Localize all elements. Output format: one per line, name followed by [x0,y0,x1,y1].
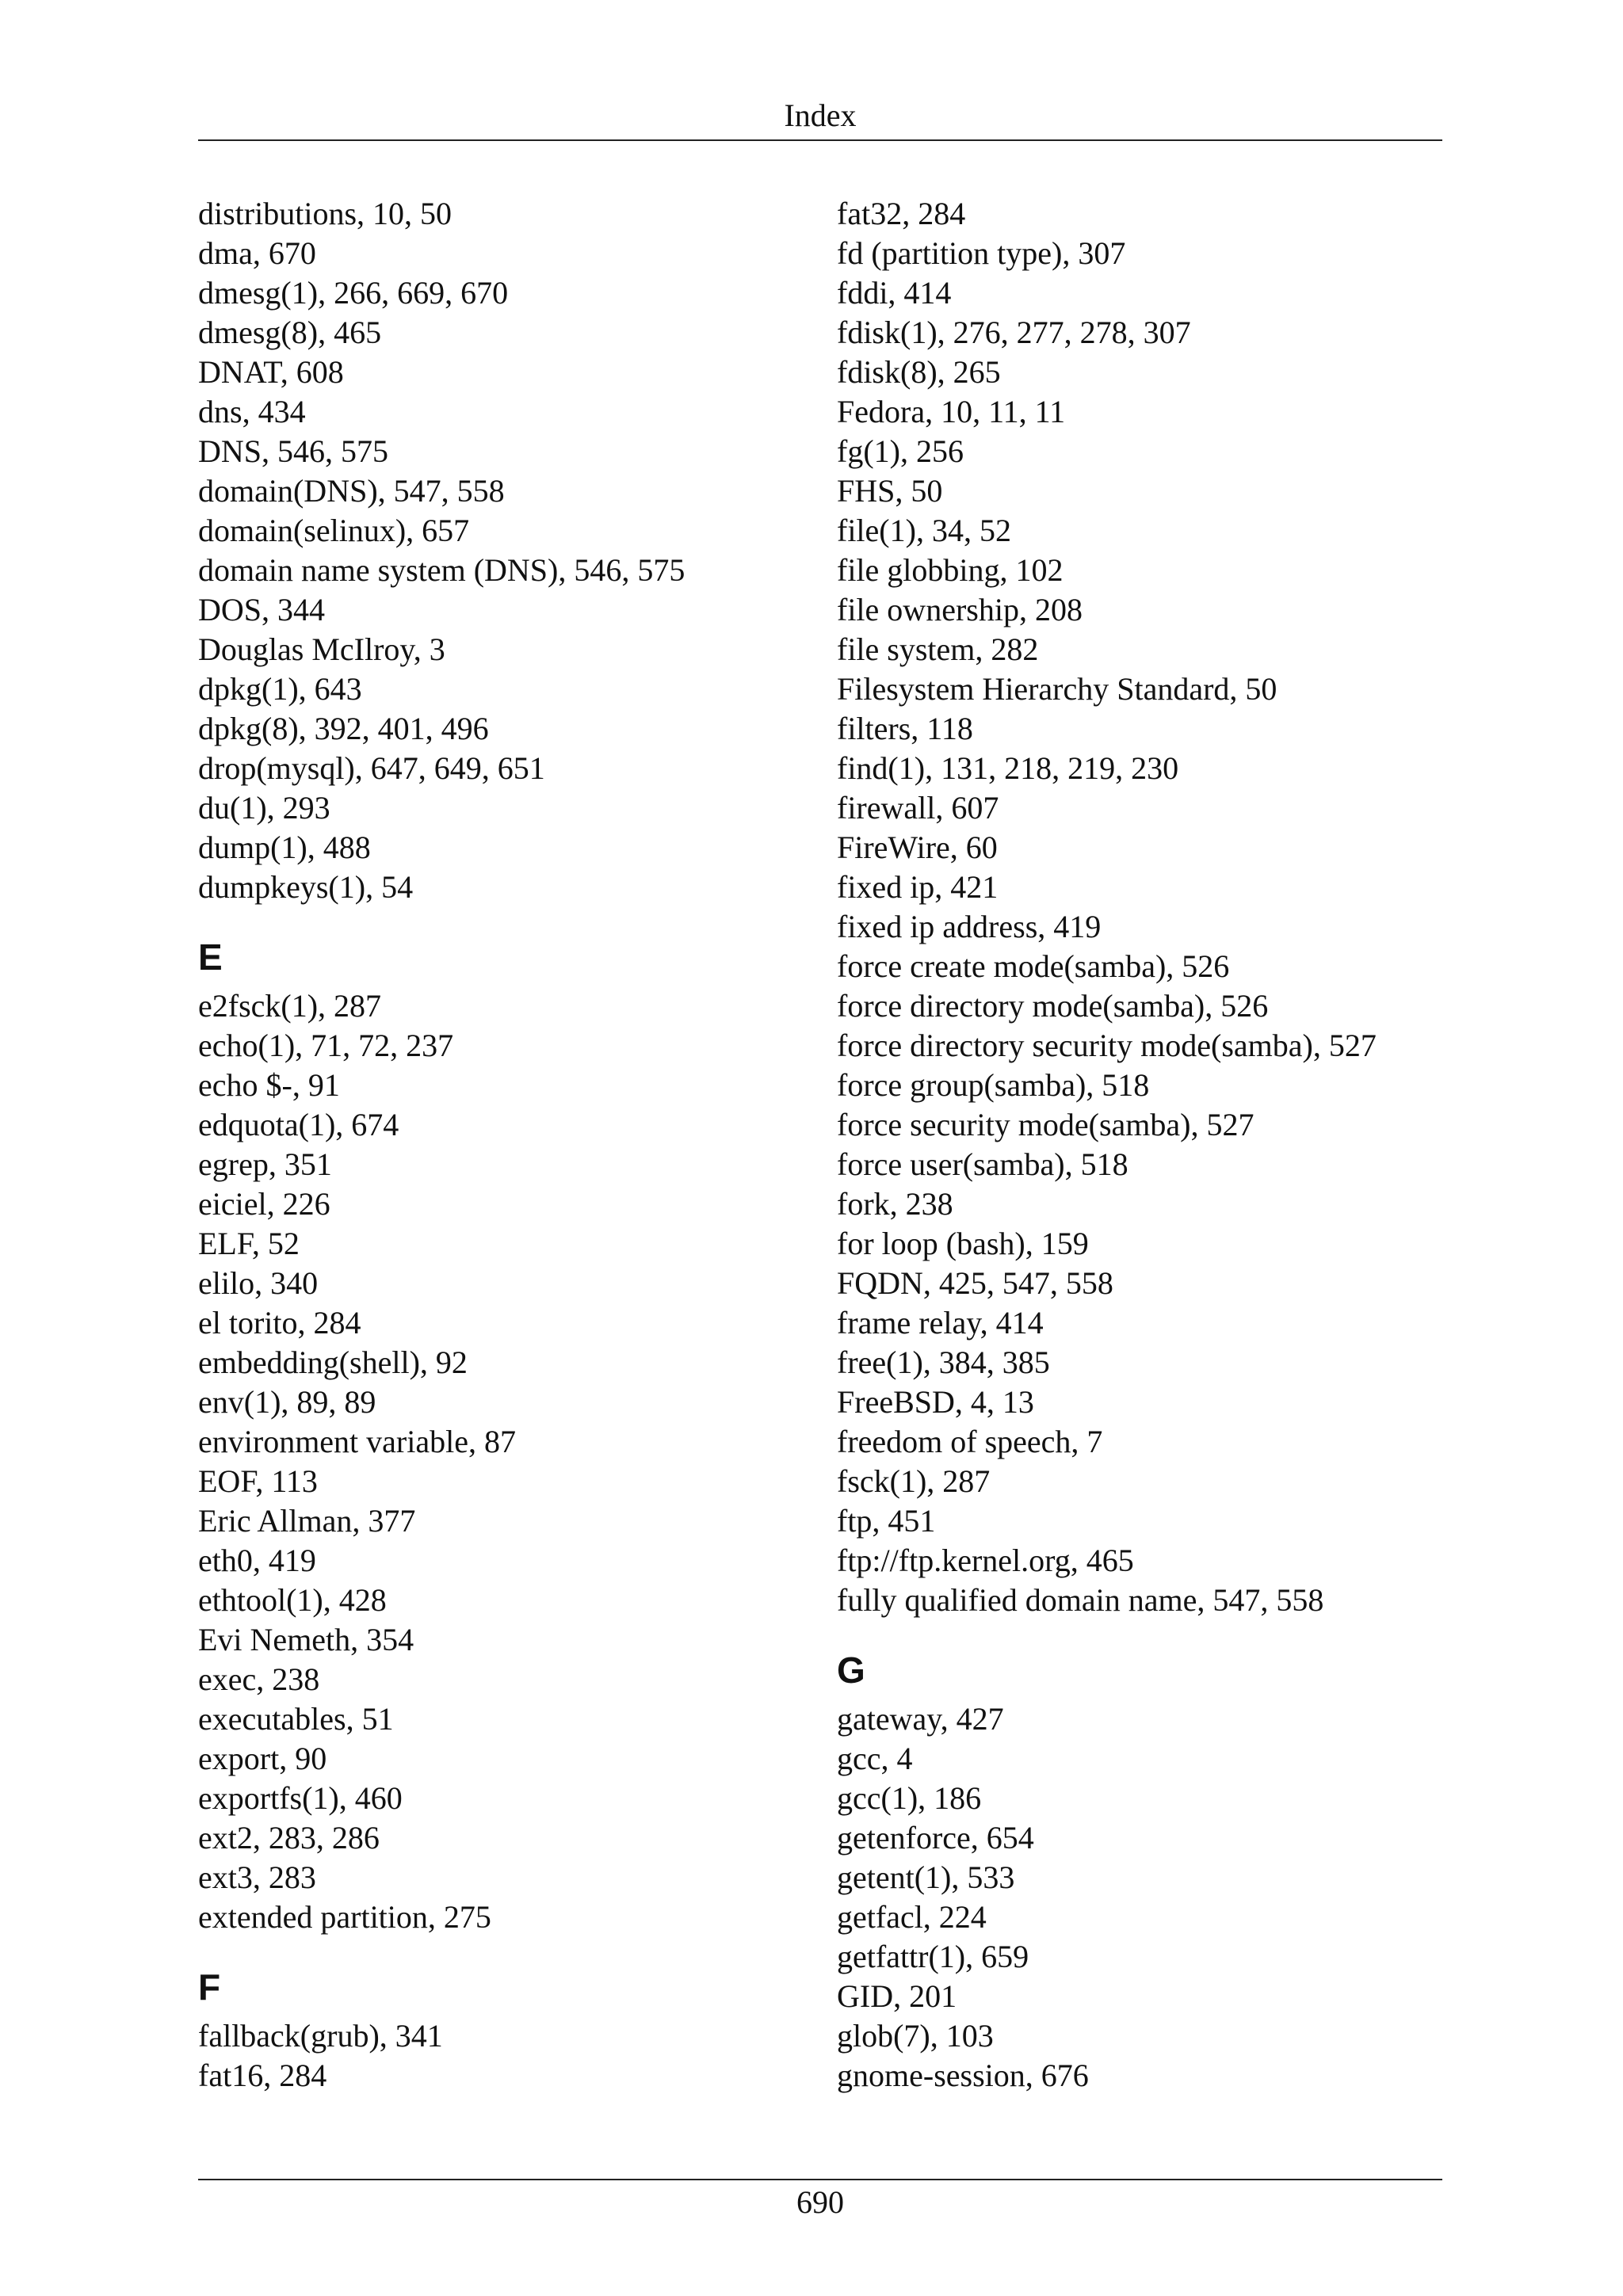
index-entry: domain(DNS), 547, 558 [198,473,505,509]
section-letter-heading: E [198,936,223,978]
section-letter-row [198,907,800,986]
index-entry: fat16, 284 [198,2058,327,2093]
index-entry: Filesystem Hierarchy Standard, 50 [837,671,1277,707]
page-number: 690 [796,2184,844,2220]
index-entry: force group(samba), 518 [837,1067,1150,1103]
index-entry: fully qualified domain name, 547, 558 [837,1582,1324,1618]
index-entry: getent(1), 533 [837,1859,1015,1895]
index-entry: ftp://ftp.kernel.org, 465 [837,1543,1134,1578]
index-entry: fork, 238 [837,1186,953,1222]
section-letter-row [837,1620,1455,1699]
index-entry: Douglas McIlroy, 3 [198,631,445,667]
index-entry: domain(selinux), 657 [198,513,470,548]
index-entry: gateway, 427 [837,1701,1004,1737]
index-entry: dumpkeys(1), 54 [198,869,414,905]
page-header: Index [784,97,857,133]
index-entry: free(1), 384, 385 [837,1344,1050,1380]
index-entry: exportfs(1), 460 [198,1780,403,1816]
index-entry: eiciel, 226 [198,1186,330,1222]
index-entry: fixed ip, 421 [837,869,999,905]
index-entry: FireWire, 60 [837,830,998,865]
index-entry: dpkg(8), 392, 401, 496 [198,711,489,746]
index-entry: fg(1), 256 [837,433,964,469]
section-letter-row [198,1937,800,2016]
index-entry: DNS, 546, 575 [198,433,389,469]
index-entry: egrep, 351 [198,1146,332,1182]
index-entry: force directory mode(samba), 526 [837,988,1269,1024]
index-entry: extended partition, 275 [198,1899,491,1935]
index-entry: dump(1), 488 [198,830,371,865]
index-entry: find(1), 131, 218, 219, 230 [837,750,1179,786]
index-entry: echo(1), 71, 72, 237 [198,1028,454,1063]
index-entry: Eric Allman, 377 [198,1503,416,1539]
index-entry: du(1), 293 [198,790,330,826]
index-entry: GID, 201 [837,1978,957,2014]
section-letter-heading: G [837,1650,865,1691]
index-entry: DNAT, 608 [198,354,344,390]
index-entry: env(1), 89, 89 [198,1384,376,1420]
index-entry: edquota(1), 674 [198,1107,399,1142]
index-entry: dns, 434 [198,394,306,429]
index-entry: file ownership, 208 [837,592,1083,627]
index-entry: force directory security mode(samba), 527 [837,1028,1377,1063]
index-entry: force security mode(samba), 527 [837,1107,1254,1142]
index-entry: embedding(shell), 92 [198,1344,468,1380]
index-entry: FQDN, 425, 547, 558 [837,1265,1113,1301]
index-entry: fdisk(8), 265 [837,354,1001,390]
index-entry: DOS, 344 [198,592,326,627]
index-entry: Evi Nemeth, 354 [198,1622,414,1657]
index-entry: FHS, 50 [837,473,943,509]
index-entry: firewall, 607 [837,790,999,826]
index-entry: force user(samba), 518 [837,1146,1128,1182]
index-entry: dmesg(8), 465 [198,315,382,350]
index-entry: ext3, 283 [198,1859,316,1895]
index-entry: elilo, 340 [198,1265,319,1301]
index-entry: freedom of speech, 7 [837,1424,1103,1459]
index-entry: file(1), 34, 52 [837,513,1011,548]
index-entry: fsck(1), 287 [837,1463,991,1499]
index-entry: echo $-, 91 [198,1067,340,1103]
index-entry: eth0, 419 [198,1543,316,1578]
index-entry: ethtool(1), 428 [198,1582,387,1618]
index-column-right [837,194,1455,2096]
index-entry: getenforce, 654 [837,1820,1034,1855]
section-letter-heading: F [198,1966,221,2008]
index-entry: el torito, 284 [198,1305,361,1341]
index-entry: fat32, 284 [837,196,966,231]
index-entry: frame relay, 414 [837,1305,1044,1341]
index-entry: ext2, 283, 286 [198,1820,380,1855]
index-entry: domain name system (DNS), 546, 575 [198,552,685,588]
index-entry: executables, 51 [198,1701,394,1737]
index-entry: gcc(1), 186 [837,1780,982,1816]
index-entry: fdisk(1), 276, 277, 278, 307 [837,315,1191,350]
index-entry: getfacl, 224 [837,1899,987,1935]
index-entry: glob(7), 103 [837,2018,994,2054]
index-entry: gnome-session, 676 [837,2058,1089,2093]
index-entry: dmesg(1), 266, 669, 670 [198,275,509,311]
index-entry: distributions, 10, 50 [198,196,453,231]
index-entry: export, 90 [198,1741,327,1776]
index-entry: EOF, 113 [198,1463,318,1499]
index-entry: drop(mysql), 647, 649, 651 [198,750,545,786]
index-entry: fd (partition type), 307 [837,235,1126,271]
index-entry: filters, 118 [837,711,973,746]
index-entry: dpkg(1), 643 [198,671,362,707]
index-entry: file system, 282 [837,631,1039,667]
index-entry: ELF, 52 [198,1226,300,1261]
index-entry: environment variable, 87 [198,1424,516,1459]
index-entry: fddi, 414 [837,275,952,311]
header-rule [198,139,1442,141]
index-entry: getfattr(1), 659 [837,1939,1029,1974]
index-entry: file globbing, 102 [837,552,1064,588]
index-entry: fixed ip address, 419 [837,909,1102,944]
index-entry: Fedora, 10, 11, 11 [837,394,1066,429]
index-entry: exec, 238 [198,1661,320,1697]
index-entry: FreeBSD, 4, 13 [837,1384,1034,1420]
index-entry: force create mode(samba), 526 [837,948,1230,984]
index-entry: dma, 670 [198,235,316,271]
index-entry: fallback(grub), 341 [198,2018,443,2054]
index-entry: ftp, 451 [837,1503,936,1539]
index-entry: gcc, 4 [837,1741,913,1776]
index-entry: e2fsck(1), 287 [198,988,382,1024]
index-entry: for loop (bash), 159 [837,1226,1089,1261]
index-column-left [198,194,800,2096]
